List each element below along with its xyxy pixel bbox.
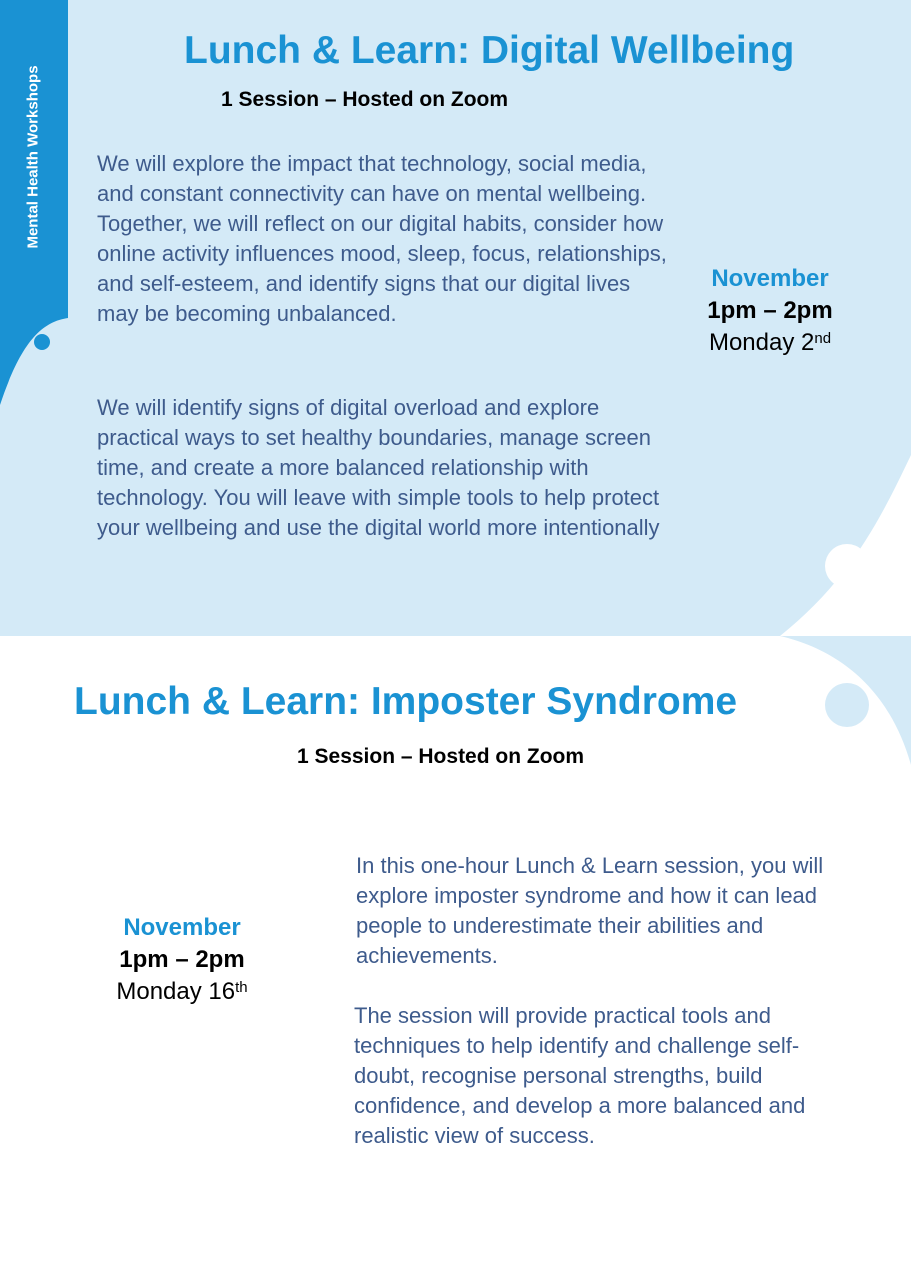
sidebar-label: Mental Health Workshops <box>24 65 42 249</box>
workshop1-subtitle: 1 Session – Hosted on Zoom <box>221 88 509 111</box>
workshop2-paragraph-1: In this one-hour Lunch & Learn session, you will explore imposter syndrome and how it can lead people to underestimate their abilities and achievements. <box>356 853 824 968</box>
workshop1-paragraph-2: We will identify signs of digital overload and explore practical ways to set healthy boundaries, manage screen time, and create a more balanced relationship with technology. You will leave with simple tools to help protect your wellbeing and use the digital world more intentionally <box>97 395 660 540</box>
workshop1-paragraph-1: We will explore the impact that technology, social media, and constant connectivity can have on mental wellbeing. Together, we will reflect on our digital habits, consider how online activity influences mood, sleep, focus, relationships, and self-esteem, and identify signs that our digital lives may be becoming unbalanced. <box>97 151 667 326</box>
workshop1-date-day-suffix: nd <box>814 330 832 347</box>
workshop2-subtitle: 1 Session – Hosted on Zoom <box>297 745 585 768</box>
workshop2-title: Lunch & Learn: Imposter Syndrome <box>74 680 738 723</box>
workshop2-date-day-text: Monday 16 <box>116 978 236 1005</box>
workshop1-date-time: 1pm – 2pm <box>707 297 833 324</box>
workshop2-date-month: November <box>123 914 241 941</box>
workshop1-title: Lunch & Learn: Digital Wellbeing <box>184 29 795 72</box>
workshop2-date-time: 1pm – 2pm <box>119 946 245 973</box>
workshop2-date-day-suffix: th <box>235 979 248 996</box>
workshop1-date-day-text: Monday 2 <box>708 329 815 356</box>
workshop1-date-month: November <box>711 265 829 292</box>
workshop2-paragraph-2: The session will provide practical tools and techniques to help identify and challenge self-doubt, recognise personal strengths, build confidence, and develop a more balanced and realistic view of success. <box>354 1003 806 1148</box>
workshop2-date-day <box>92 976 272 1008</box>
workshop2-date <box>92 912 272 1008</box>
workshop1-date-day <box>680 327 860 359</box>
workshop1-date <box>680 263 860 359</box>
